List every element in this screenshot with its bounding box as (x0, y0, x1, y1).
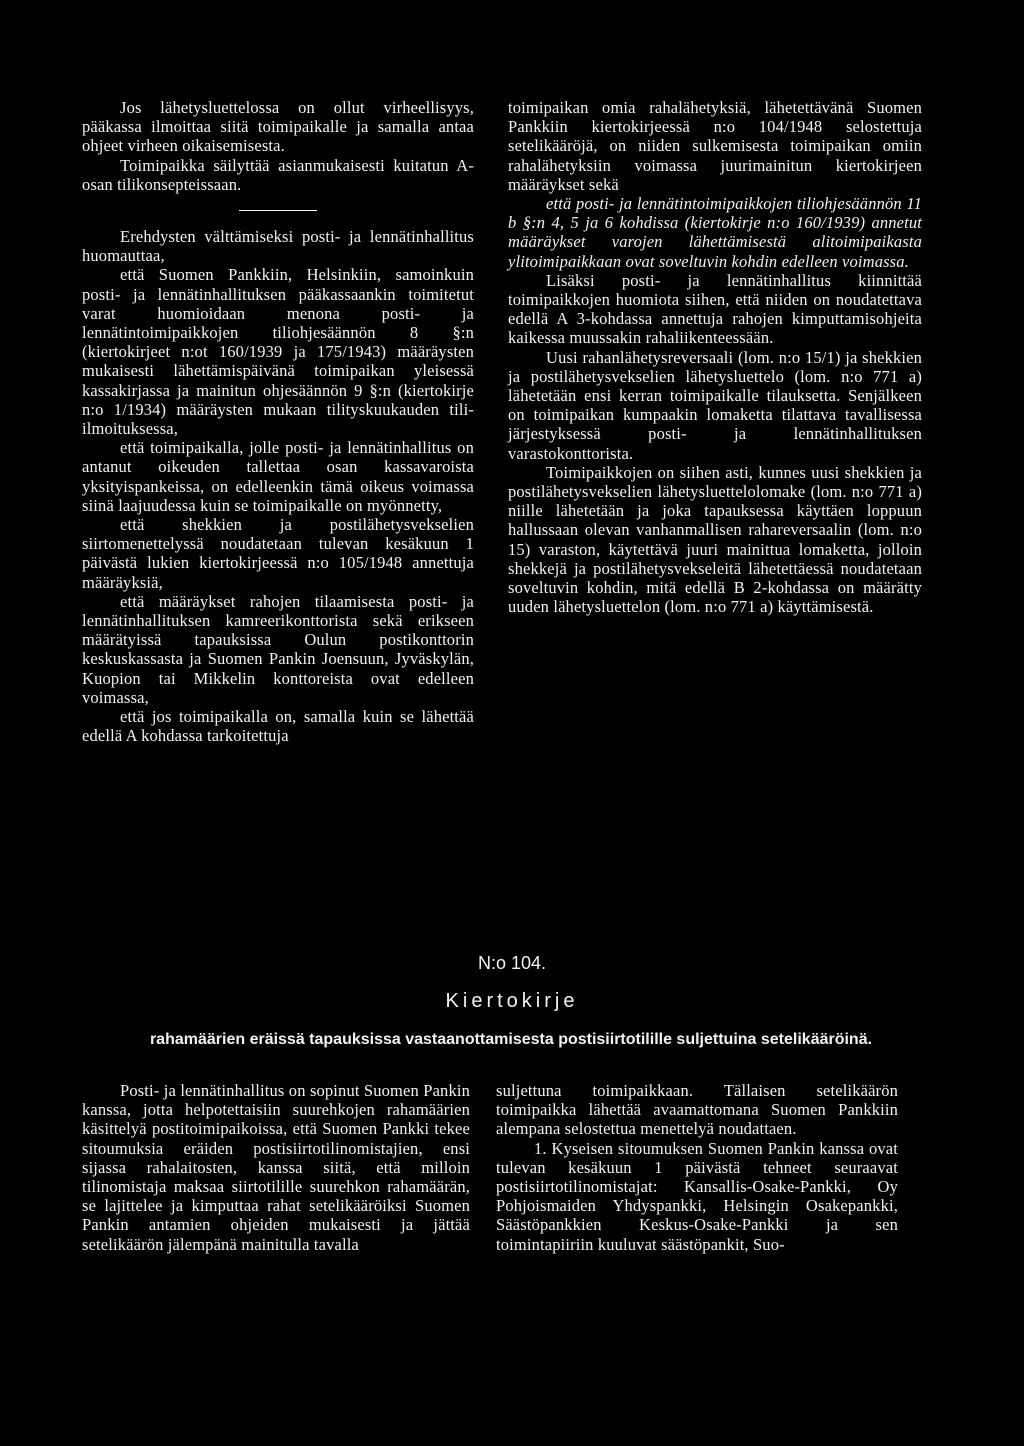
paragraph: Lisäksi posti- ja lennätinhallitus kiinnittää toimipaikkojen huomiota siihen, että niiden on noudatettava edellä A 3-kohdassa annettuja rahojen kimputtamisohjeita kaikessa muussakin rahaliikenteessään. (508, 270, 922, 348)
upper-left-column (82, 98, 474, 746)
paragraph: Jos lähetysluettelossa on ollut virheellisyys, pääkassa ilmoittaa siitä toimipaikalle ja samalla antaa ohjeet virheen oikaisemisesta. (82, 98, 474, 156)
paragraph: Toimipaikkojen on siihen asti, kunnes uusi shekkien ja postilähetysvekselien lähetysluettelolomake (lom. n:o 771 a) niille lähetetään ja joka tapauksessa käyttäen loppuun hallussaan olevan vanhanmallisen rahareversaalin (lom. n:o 15) varaston, käytettävä juuri mainittua lomaketta, jolloin shekkejä ja postilähetysvekseleitä lähetettäessä noudatetaan soveltuvin kohdin, mitä edellä B 2-kohdassa on määrätty uuden lähetysluettelon (lom. n:o 771 a) käyttämisestä. (508, 462, 922, 617)
paragraph: suljettuna toimipaikkaan. Tällaisen setelikäärön toimipaikka lähettää avaamattomana Suomen Pankkiin alempana selostettua menettelyä noudattaen. (496, 1081, 898, 1139)
circular-subject: rahamäärien eräissä tapauksissa vastaanottamisesta postisiirtotilille suljettuina setelikääröinä. (149, 1031, 873, 1048)
section-divider (239, 210, 317, 211)
paragraph: Uusi rahanlähetysreversaali (lom. n:o 15/1) ja shekkien ja postilähetysvekselien lähetysluettelo (lom. n:o 771 a) lähetetään ensi kerran toimipaikalle tilauksetta. Senjälkeen on toimipaikan kumpaakin lomaketta tilattava tavallisessa järjestyksessä posti- ja lennätinhallituksen varastokonttorista. (508, 347, 922, 463)
lower-right-column (496, 1081, 898, 1254)
paragraph: että jos toimipaikalla on, samalla kuin se lähettää edellä A kohdassa tarkoitettuja (82, 707, 474, 746)
circular-title: Kiertokirje (445, 990, 579, 1012)
paragraph: toimipaikan omia rahalähetyksiä, lähetettävänä Suomen Pankkiin kiertokirjeessä n:o 104/1948 selostettuja setelikääröjä, on niiden sulkemisesta toimipaikan omiin rahalähetyksiin voimassa juurimainitun kiertokirjeen määräykset sekä (508, 98, 922, 194)
paragraph: 1. Kyseisen sitoumuksen Suomen Pankin kanssa ovat tulevan kesäkuun 1 päivästä tehneet seuraavat postisiirtotilinomistajat: Kansallis-Osake-Pankki, Oy Pohjoismaiden Yhdyspankki, Helsingin Osakepankki, Säästöpankkien Keskus-Osake-Pankki ja sen toimintapiiriin kuuluvat säästöpankit, Suo- (496, 1138, 898, 1254)
upper-right-column (508, 98, 922, 616)
paragraph: että määräykset rahojen tilaamisesta posti- ja lennätinhallituksen kamreerikonttorista sekä erikseen määrätyissä tapauksissa Oulun postikonttorin keskuskassasta ja Suomen Pankin Joensuun, Jyväskylän, Kuopion tai Mikkelin konttoreista ovat edelleen voimassa, (82, 591, 474, 707)
paragraph: Posti- ja lennätinhallitus on sopinut Suomen Pankin kanssa, jotta helpotettaisiin suurehkojen rahamäärien käsittelyä postitoimipaikoissa, että Suomen Pankki tekee sitoumuksia eräiden postisiirtotilinomistajien, ensi sijassa rahalaitosten, kanssa siitä, että milloin tilinomistaja maksaa siirtotilille suurehkon rahamäärän, se lajittelee ja kimputtaa rahat setelikääröiksi Suomen Pankin antamien ohjeiden mukaisesti ja jättää setelikäärön jälempänä mainitulla tavalla (82, 1081, 470, 1254)
paragraph: Erehdysten välttämiseksi posti- ja lennätinhallitus huomauttaa, (82, 227, 474, 266)
paragraph: että shekkien ja postilähetysvekselien siirtomenettelyssä noudatetaan tulevan kesäkuun 1 päivästä lukien kiertokirjeessä n:o 105/1948 annettuja määräyksiä, (82, 515, 474, 592)
lower-left-column (82, 1081, 470, 1254)
italic-paragraph: että posti- ja lennätintoimipaikkojen tiliohjesäännön 11 b §:n 4, 5 ja 6 kohdissa (kiertokirje n:o 160/1939) annetut määräykset varojen lähettämisestä alitoimipaikasta ylitoimipaikkaan ovat soveltuvin kohdin edelleen voimassa. (508, 194, 922, 271)
paragraph: Toimipaikka säilyttää asianmukaisesti kuitatun A-osan tilikonsepteissaan. (82, 155, 474, 194)
paragraph: että toimipaikalla, jolle posti- ja lennätinhallitus on antanut oikeuden tallettaa osan kassavaroista yksityispankeissa, on edelleenkin tämä oikeus voimassa siinä laajuudessa kuin se toimipaikalle on myönnetty, (82, 438, 474, 515)
paragraph: että Suomen Pankkiin, Helsinkiin, samoinkuin posti- ja lennätinhallituksen pääkassaankin toimitetut varat huomioidaan menona posti- ja lennätintoimipaikkojen tiliohjesäännön 8 §:n (kiertokirjeet n:ot 160/1939 ja 175/1943) määräysten mukaisesti lähettämispäivänä toimipaikan yleisessä kassakirjassa ja mainitun ohjesäännön 9 §:n (kiertokirje n:o 1/1934) määräysten mukaan tilityskuukauden tili-ilmoituksessa, (82, 265, 474, 439)
circular-number: N:o 104. (477, 953, 547, 973)
